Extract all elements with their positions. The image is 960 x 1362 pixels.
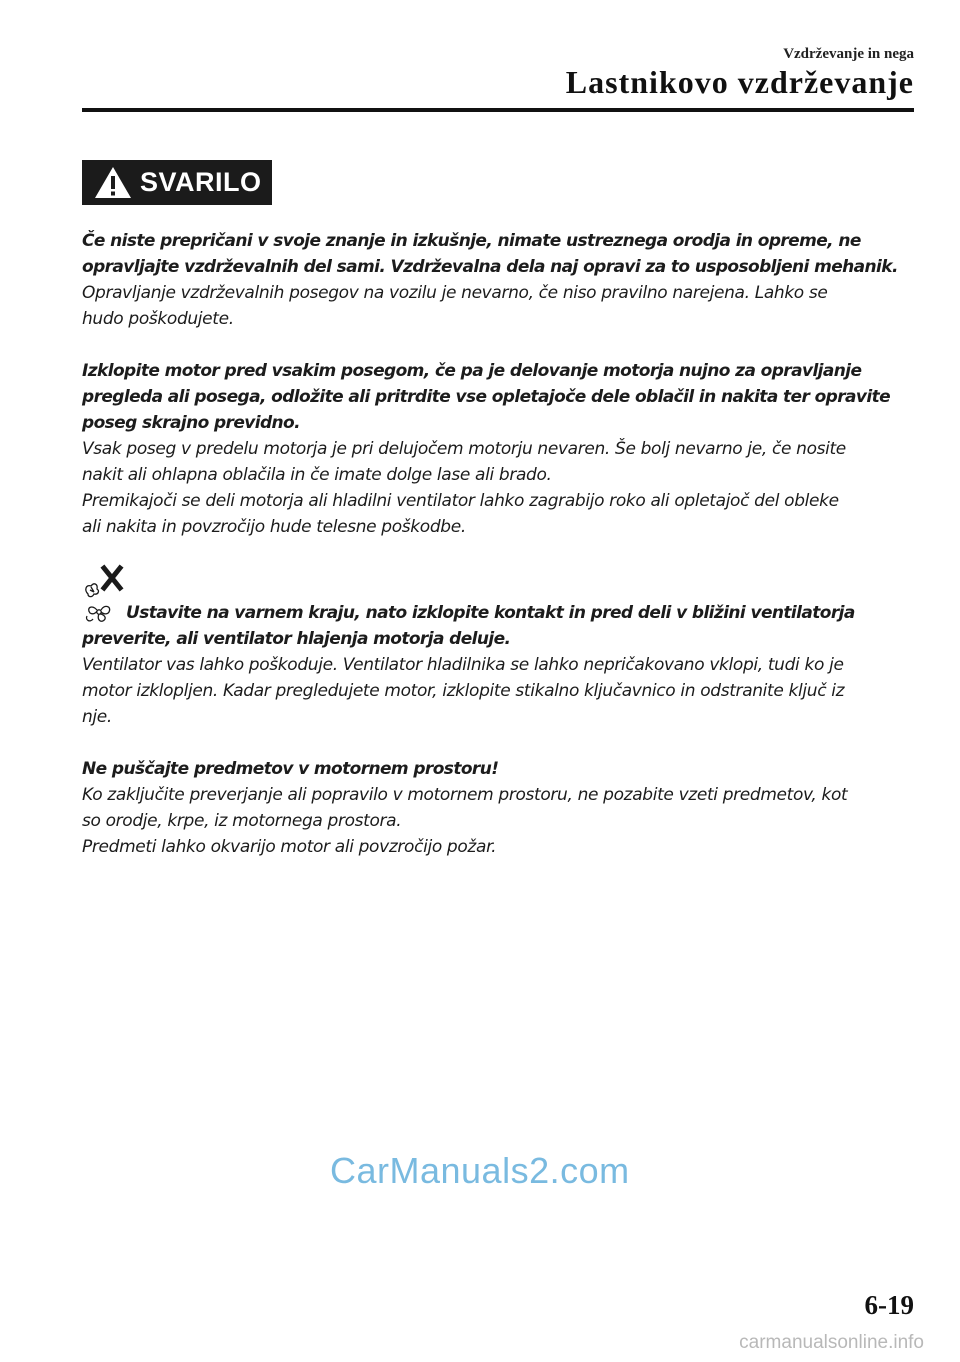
warning-heading: Izklopite motor pred vsakim posegom, če pa je delovanje motorja nujno za opravljanje (82, 361, 862, 381)
page-title: Lastnikovo vzdrževanje (565, 64, 914, 100)
warning-text: Opravljanje vzdrževalnih posegov na vozilu je nevarno, če niso pravilno narejena. Lahko se (82, 283, 828, 303)
warning-text: hudo poškodujete. (82, 309, 234, 329)
warning-text: motor izklopljen. Kadar pregledujete motor, izklopite stikalno ključavnico in odstranite ključ iz (82, 681, 845, 701)
fan-heading-text: Ustavite na varnem kraju, nato izklopite kontakt in pred deli v bližini ventilatorja (126, 603, 855, 623)
warning-heading: opravljajte vzdrževalnih del sami. Vzdrževalna dela naj opravi za to usposobljeni mehanik. (82, 257, 898, 277)
section-label: Vzdrževanje in nega (783, 46, 914, 62)
warning-heading: poseg skrajno previdno. (82, 413, 300, 433)
warning-banner (82, 160, 272, 205)
warning-text: Vsak poseg v predelu motorja je pri delujočem motorju nevaren. Še bolj nevarno je, če nosite (82, 439, 846, 459)
warning-text: Ventilator vas lahko poškoduje. Ventilator hladilnika se lahko nepričakovano vklopi, tudi ko je (82, 655, 844, 675)
warning-label: SVARILO (140, 167, 262, 197)
warning-triangle-icon (94, 166, 132, 199)
warning-text: so orodje, krpe, iz motornega prostora. (82, 811, 402, 831)
warning-heading: preverite, ali ventilator hlajenja motorja deluje. (82, 629, 511, 649)
warning-heading: Če niste prepričani v svoje znanje in izkušnje, nimate ustreznega orodja in opreme, ne (82, 231, 861, 251)
warning-heading: Ne puščajte predmetov v motornem prostoru! (82, 759, 499, 779)
fan-warning-icon (82, 564, 126, 626)
warning-text: nakit ali ohlapna oblačila in če imate dolge lase ali brado. (82, 465, 552, 485)
warning-text: Premikajoči se deli motorja ali hladilni ventilator lahko zagrabijo roko ali opletajoč del obleke (82, 491, 839, 511)
warning-text: nje. (82, 707, 112, 727)
warning-text: Predmeti lahko okvarijo motor ali povzročijo požar. (82, 837, 497, 857)
warning-text: Ko zaključite preverjanje ali popravilo v motornem prostoru, ne pozabite vzeti predmetov, kot (82, 785, 848, 805)
footer-watermark: carmanualsonline.info (739, 1332, 924, 1353)
warning-heading: pregleda ali posega, odložite ali pritrdite vse opletajoče dele oblačil in nakita ter opravite (82, 387, 891, 407)
site-watermark: CarManuals2.com (330, 1150, 630, 1191)
warning-heading (82, 564, 914, 626)
warning-text: ali nakita in povzročijo hude telesne poškodbe. (82, 517, 466, 537)
page-number: 6-19 (864, 1290, 914, 1320)
fan-warning-block (82, 564, 914, 730)
warning-content (82, 228, 914, 860)
header-divider (82, 108, 914, 112)
